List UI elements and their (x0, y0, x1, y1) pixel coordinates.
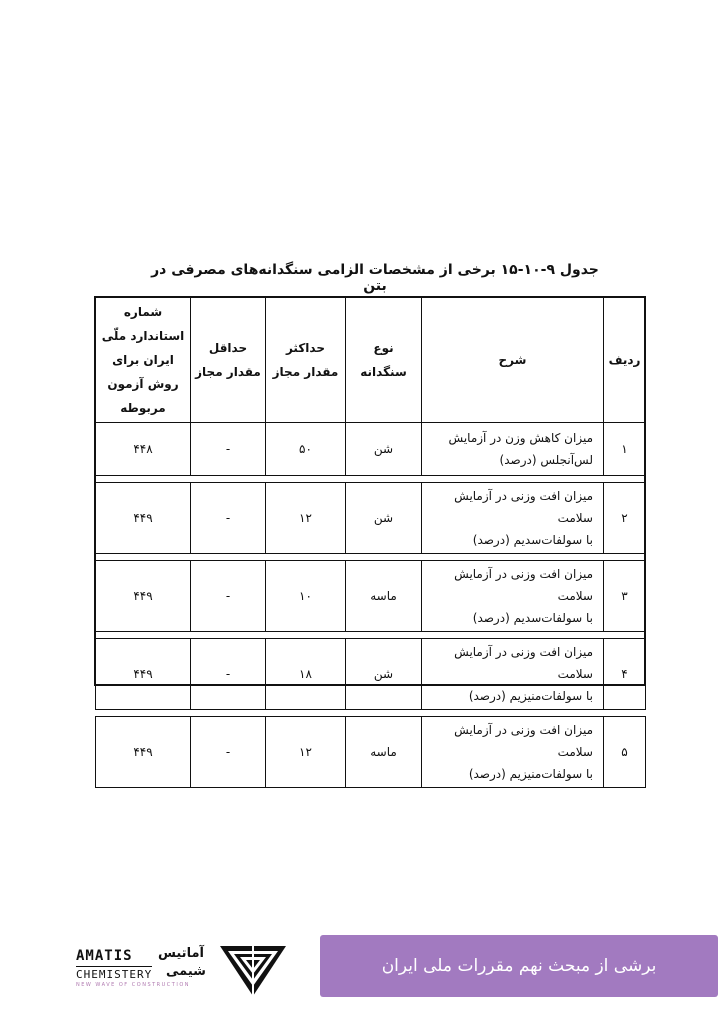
cell-min-allowed: - (191, 561, 266, 632)
cell-standard-no: ۴۴۹ (96, 639, 191, 710)
cell-standard-no: ۴۴۸ (96, 423, 191, 476)
cell-max-allowed: ۱۸ (266, 639, 346, 710)
header-standard-no: شماره استاندارد ملّی ایران برای روش آزمون مربوطه (96, 298, 191, 423)
cell-description: میزان افت وزنی در آزمایش سلامت با سولفات‌سدیم (درصد) (422, 483, 604, 554)
header-min-allowed: حداقل مقدار مجاز (191, 298, 266, 423)
banner-text: برشی از مبحث نهم مقررات ملی ایران (381, 956, 657, 976)
table-row (96, 717, 646, 788)
cell-aggregate-type: شن (346, 639, 422, 710)
aggregate-spec-table (95, 297, 646, 788)
table-row (96, 423, 646, 476)
cell-aggregate-type: ماسه (346, 561, 422, 632)
header-description: شرح (422, 298, 604, 423)
cell-description: میزان افت وزنی در آزمایش سلامت با سولفات‌سدیم (درصد) (422, 561, 604, 632)
cell-min-allowed: - (191, 423, 266, 476)
cell-min-allowed: - (191, 717, 266, 788)
cell-row-no: ۵ (604, 717, 646, 788)
logo-name-fa: آماتیس (158, 946, 204, 961)
cell-max-allowed: ۵۰ (266, 423, 346, 476)
cell-standard-no: ۴۴۹ (96, 717, 191, 788)
header-row-no: ردیف (604, 298, 646, 423)
source-banner (320, 935, 718, 997)
header-aggregate-type: نوع سنگدانه (346, 298, 422, 423)
header-max-allowed: حداکثر مقدار مجاز (266, 298, 346, 423)
table-row (96, 639, 646, 710)
amatis-emblem-icon (218, 938, 288, 998)
cell-row-no: ۱ (604, 423, 646, 476)
cell-standard-no: ۴۴۹ (96, 483, 191, 554)
cell-aggregate-type: شن (346, 483, 422, 554)
cell-row-no: ۳ (604, 561, 646, 632)
amatis-logo-text (76, 948, 216, 993)
logo-sub-en: CHEMISTERY (76, 968, 153, 981)
table-title: جدول ۹-۱۰-۱۵ برخی از مشخصات الزامی سنگدانه‌های مصرفی در بتن (151, 262, 599, 294)
cell-max-allowed: ۱۲ (266, 483, 346, 554)
cell-max-allowed: ۱۰ (266, 561, 346, 632)
cell-standard-no: ۴۴۹ (96, 561, 191, 632)
logo-name-en: AMATIS (76, 948, 133, 964)
cell-description: میزان کاهش وزن در آزمایش لس‌آنجلس (درصد) (422, 423, 604, 476)
table-header-row (96, 298, 646, 423)
table-row (96, 561, 646, 632)
cell-description: میزان افت وزنی در آزمایش سلامت با سولفات‌منیزیم (درصد) (422, 639, 604, 710)
cell-row-no: ۲ (604, 483, 646, 554)
cell-row-no: ۴ (604, 639, 646, 710)
cell-aggregate-type: ماسه (346, 717, 422, 788)
cell-min-allowed: - (191, 639, 266, 710)
table-row (96, 483, 646, 554)
cell-description: میزان افت وزنی در آزمایش سلامت با سولفات‌منیزیم (درصد) (422, 717, 604, 788)
logo-sub-fa: شیمی (166, 964, 206, 979)
cell-aggregate-type: شن (346, 423, 422, 476)
cell-min-allowed: - (191, 483, 266, 554)
logo-tagline: NEW WAVE OF CONSTRUCTION (76, 982, 190, 988)
cell-max-allowed: ۱۲ (266, 717, 346, 788)
